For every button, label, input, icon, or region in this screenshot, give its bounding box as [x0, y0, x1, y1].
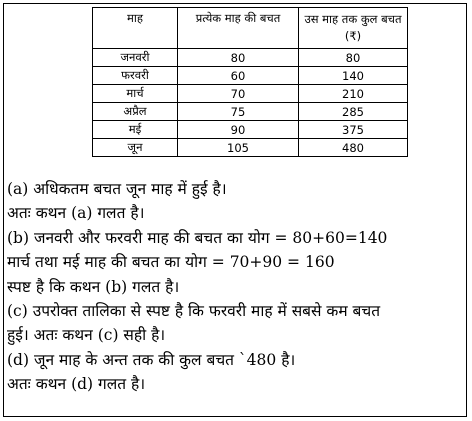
table-row	[93, 103, 408, 121]
table-row	[93, 67, 408, 85]
header-month: माह	[93, 8, 178, 49]
cumulative-cell: 80	[299, 49, 408, 67]
month-cell: मार्च	[93, 85, 178, 103]
cumulative-cell: 480	[299, 139, 408, 157]
statement-a-line: (a) अधिकतम बचत जून माह में हुई है।	[7, 180, 227, 198]
table-row	[93, 85, 408, 103]
cumulative-cell: 210	[299, 85, 408, 103]
cumulative-cell: 140	[299, 67, 408, 85]
month-cell: अप्रैल	[93, 103, 178, 121]
table-row	[93, 49, 408, 67]
cumulative-cell: 375	[299, 121, 408, 139]
month-cell: मई	[93, 121, 178, 139]
month-cell: जनवरी	[93, 49, 178, 67]
saving-cell: 60	[178, 67, 299, 85]
statement-b-line: (b) जनवरी और फरवरी माह की बचत का योग = 80+60=140	[7, 228, 388, 247]
header-cumulative-saving: उस माह तक कुल बचत (₹)	[299, 8, 408, 49]
conclusion-d-line: अतः कथन (d) गलत है।	[7, 375, 146, 394]
statement-d-line: (d) जून माह के अन्त तक की कुल बचत `480 है।	[7, 350, 296, 369]
table-row	[93, 139, 408, 157]
conclusion-a-line: अतः कथन (a) गलत है।	[7, 204, 145, 223]
saving-cell: 70	[178, 85, 299, 103]
saving-cell: 90	[178, 121, 299, 139]
conclusion-c-line: हुई। अतः कथन (c) सही है।	[7, 326, 166, 345]
statement-c-line: (c) उपरोक्त तालिका से स्पष्ट है कि फरवरी माह में सबसे कम बचत	[7, 301, 381, 320]
cumulative-cell: 285	[299, 103, 408, 121]
table-row	[93, 121, 408, 139]
header-monthly-saving: प्रत्येक माह की बचत	[178, 8, 299, 49]
month-cell: फरवरी	[93, 67, 178, 85]
month-cell: जून	[93, 139, 178, 157]
saving-cell: 80	[178, 49, 299, 67]
conclusion-b-line: स्पष्ट है कि कथन (b) गलत है।	[7, 277, 180, 296]
solution-text	[7, 177, 465, 397]
saving-cell: 75	[178, 103, 299, 121]
table-header-row	[93, 8, 408, 49]
saving-cell: 105	[178, 139, 299, 157]
calculation-b-line: मार्च तथा मई माह की बचत का योग = 70+90 = 160	[7, 253, 335, 272]
savings-table	[92, 7, 408, 157]
